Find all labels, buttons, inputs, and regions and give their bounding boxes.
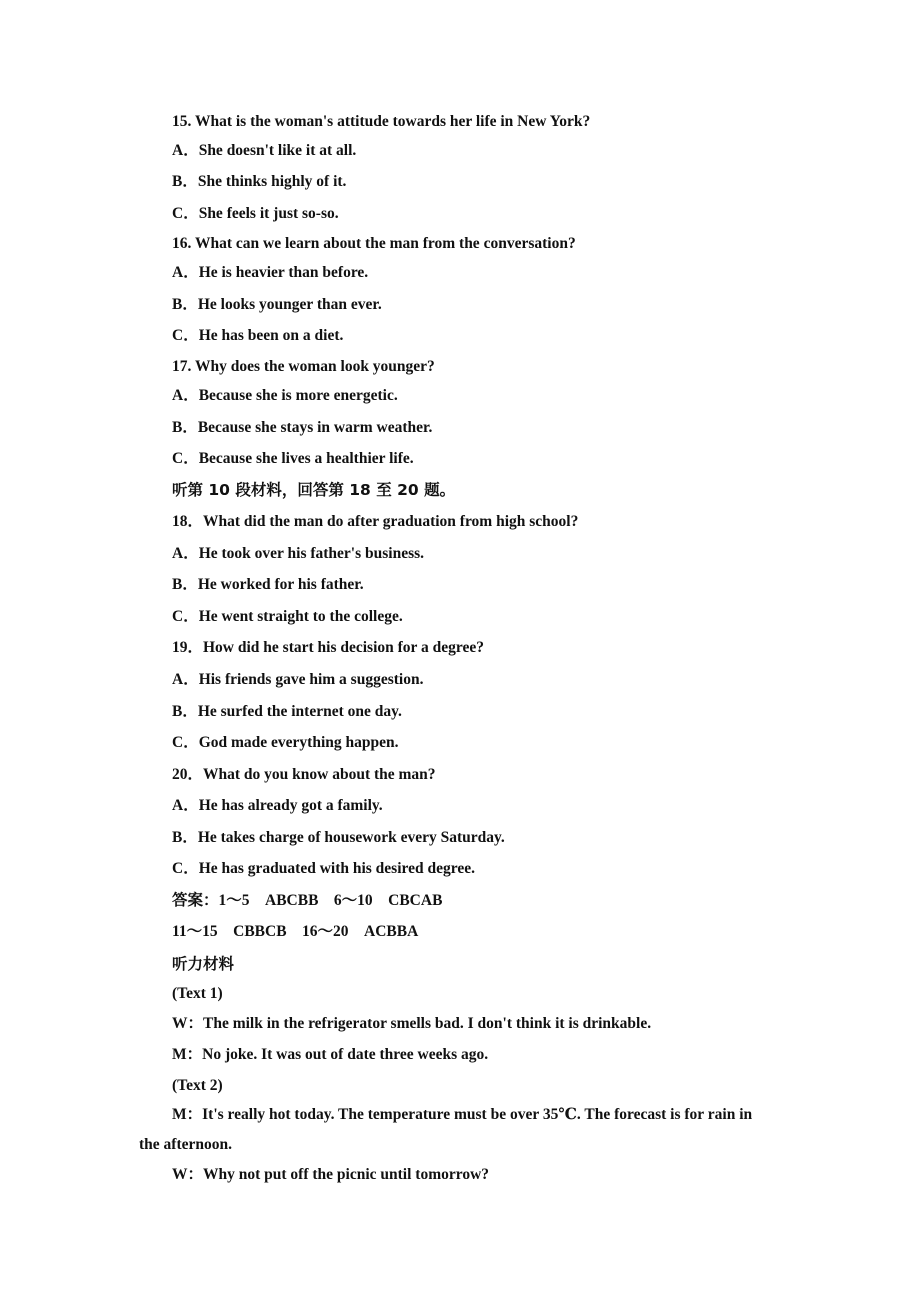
- text-2-woman: W：Why not put off the picnic until tomorrow?: [172, 1166, 490, 1183]
- option-17-b: B．Because she stays in warm weather.: [172, 419, 433, 436]
- question-16: 16. What can we learn about the man from the conversation?: [172, 235, 576, 252]
- option-17-c: C．Because she lives a healthier life.: [172, 450, 414, 467]
- option-17-a: A．Because she is more energetic.: [172, 387, 398, 404]
- option-19-c: C．God made everything happen.: [172, 734, 399, 751]
- text-1-label: (Text 1): [172, 985, 223, 1002]
- option-15-a: A．She doesn't like it at all.: [172, 142, 357, 159]
- option-16-c: C．He has been on a diet.: [172, 327, 344, 344]
- listening-material-heading: 听力材料: [172, 955, 235, 973]
- text-2-man: M：It's really hot today. The temperature must be over 35℃. The forecast is for rain in: [172, 1106, 753, 1123]
- option-19-a: A．His friends gave him a suggestion.: [172, 671, 424, 688]
- question-17: 17. Why does the woman look younger?: [172, 358, 435, 375]
- option-15-c: C．She feels it just so-so.: [172, 205, 339, 222]
- answer-key-line-1: 答案：1～5 ABCBB 6～10 CBCAB: [172, 892, 443, 909]
- option-20-c: C．He has graduated with his desired degree.: [172, 860, 475, 877]
- question-20: 20．What do you know about the man?: [172, 766, 436, 783]
- option-18-b: B．He worked for his father.: [172, 576, 364, 593]
- option-18-c: C．He went straight to the college.: [172, 608, 403, 625]
- text-2-label: (Text 2): [172, 1077, 223, 1094]
- option-20-a: A．He has already got a family.: [172, 797, 383, 814]
- option-15-b: B．She thinks highly of it.: [172, 173, 347, 190]
- text-1-man: M：No joke. It was out of date three weeks ago.: [172, 1046, 489, 1063]
- option-18-a: A．He took over his father's business.: [172, 545, 425, 562]
- section-instruction: 听第 10 段材料，回答第 18 至 20 题。: [172, 481, 456, 499]
- option-16-b: B．He looks younger than ever.: [172, 296, 382, 313]
- question-19: 19．How did he start his decision for a degree?: [172, 639, 485, 656]
- answer-key-line-2: 11～15 CBBCB 16～20 ACBBA: [172, 923, 419, 940]
- question-15: 15. What is the woman's attitude towards her life in New York?: [172, 113, 591, 130]
- option-19-b: B．He surfed the internet one day.: [172, 703, 402, 720]
- text-2-man-continued: the afternoon.: [139, 1136, 232, 1153]
- option-20-b: B．He takes charge of housework every Saturday.: [172, 829, 505, 846]
- option-16-a: A．He is heavier than before.: [172, 264, 369, 281]
- question-18: 18．What did the man do after graduation from high school?: [172, 513, 579, 530]
- text-1-woman: W：The milk in the refrigerator smells bad. I don't think it is drinkable.: [172, 1015, 652, 1032]
